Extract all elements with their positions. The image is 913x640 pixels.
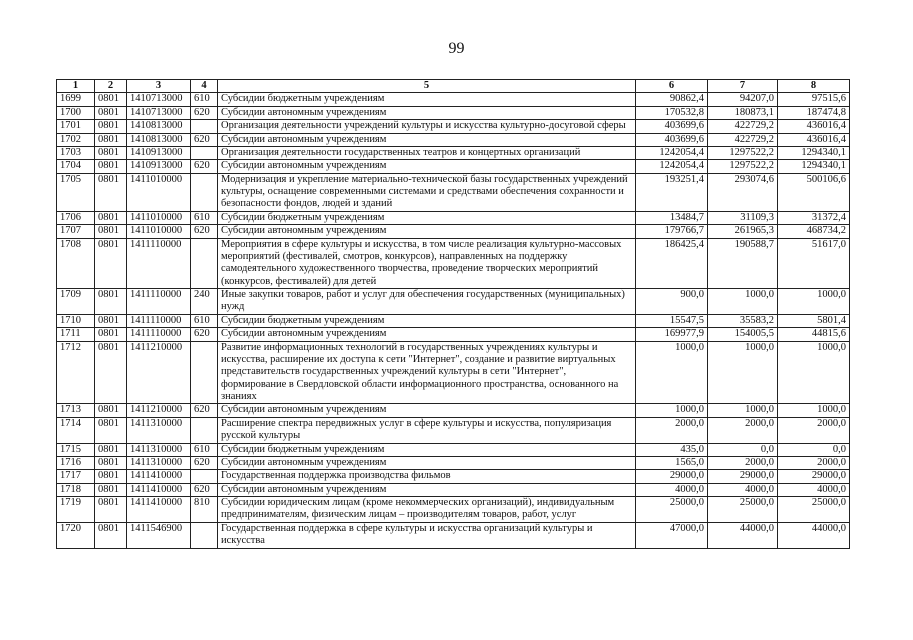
amount-col-6: 170532,8: [636, 106, 708, 119]
amount-col-8: 5801,4: [778, 314, 850, 327]
target-article-code: 1411310000: [127, 417, 191, 443]
amount-col-8: 1294340,1: [778, 160, 850, 173]
item-name: Субсидии автономным учреждениям: [218, 483, 636, 496]
expense-kind-code: 620: [191, 106, 218, 119]
amount-col-6: 1000,0: [636, 404, 708, 417]
table-row: [57, 470, 850, 483]
section-code: 0801: [95, 211, 127, 224]
amount-col-7: 4000,0: [708, 483, 778, 496]
target-article-code: 1411010000: [127, 173, 191, 211]
table-row: [57, 483, 850, 496]
item-name: Субсидии автономным учреждениям: [218, 328, 636, 341]
table-row: [57, 328, 850, 341]
item-name: Развитие информационных технологий в государственных учреждениях культуры и искусства, расширение их доступа к сети "Интернет", создание и развитие виртуальных представительств государственных учреждений культуры в сети "Интернет", формирование в Свердловской области информационного пространства, основанного на знаниях: [218, 341, 636, 404]
amount-col-7: 2000,0: [708, 417, 778, 443]
target-article-code: 1411110000: [127, 238, 191, 289]
amount-col-8: 187474,8: [778, 106, 850, 119]
item-name: Субсидии бюджетным учреждениям: [218, 93, 636, 106]
section-code: 0801: [95, 328, 127, 341]
amount-col-8: 44815,6: [778, 328, 850, 341]
item-name: Расширение спектра передвижных услуг в сфере культуры и искусства, популяризация русской культуры: [218, 417, 636, 443]
item-name: Организация деятельности государственных театров и концертных организаций: [218, 146, 636, 159]
amount-col-7: 31109,3: [708, 211, 778, 224]
expense-kind-code: [191, 120, 218, 133]
expense-kind-code: 610: [191, 314, 218, 327]
item-name: Организация деятельности учреждений культуры и искусства культурно-досуговой сферы: [218, 120, 636, 133]
amount-col-6: 90862,4: [636, 93, 708, 106]
expense-kind-code: 620: [191, 328, 218, 341]
row-number: 1699: [57, 93, 95, 106]
amount-col-6: 2000,0: [636, 417, 708, 443]
item-name: Субсидии автономным учреждениям: [218, 160, 636, 173]
item-name: Субсидии юридическим лицам (кроме некоммерческих организаций), индивидуальным предпринимателям, физическим лицам – производителям товаров, работ, услуг: [218, 497, 636, 523]
row-number: 1716: [57, 456, 95, 469]
target-article-code: 1411546900: [127, 522, 191, 548]
expense-kind-code: [191, 417, 218, 443]
amount-col-6: 15547,5: [636, 314, 708, 327]
section-code: 0801: [95, 314, 127, 327]
section-code: 0801: [95, 456, 127, 469]
section-code: 0801: [95, 238, 127, 289]
section-code: 0801: [95, 160, 127, 173]
amount-col-6: 169977,9: [636, 328, 708, 341]
amount-col-7: 44000,0: [708, 522, 778, 548]
row-number: 1715: [57, 443, 95, 456]
table-row: [57, 160, 850, 173]
row-number: 1710: [57, 314, 95, 327]
table-row: [57, 341, 850, 404]
amount-col-6: 1565,0: [636, 456, 708, 469]
section-code: 0801: [95, 93, 127, 106]
section-code: 0801: [95, 497, 127, 523]
item-name: Субсидии бюджетным учреждениям: [218, 443, 636, 456]
amount-col-8: 436016,4: [778, 133, 850, 146]
expense-kind-code: [191, 522, 218, 548]
item-name: Иные закупки товаров, работ и услуг для обеспечения государственных (муниципальных) нужд: [218, 289, 636, 315]
section-code: 0801: [95, 522, 127, 548]
amount-col-6: 29000,0: [636, 470, 708, 483]
amount-col-7: 29000,0: [708, 470, 778, 483]
amount-col-7: 261965,3: [708, 225, 778, 238]
amount-col-8: 468734,2: [778, 225, 850, 238]
amount-col-8: 51617,0: [778, 238, 850, 289]
column-header: 8: [778, 80, 850, 93]
amount-col-7: 0,0: [708, 443, 778, 456]
target-article-code: 1411110000: [127, 289, 191, 315]
target-article-code: 1411210000: [127, 404, 191, 417]
amount-col-6: 4000,0: [636, 483, 708, 496]
amount-col-6: 1000,0: [636, 341, 708, 404]
amount-col-6: 1242054,4: [636, 146, 708, 159]
target-article-code: 1411110000: [127, 328, 191, 341]
column-header: 6: [636, 80, 708, 93]
expense-kind-code: 620: [191, 483, 218, 496]
column-header: 2: [95, 80, 127, 93]
amount-col-7: 422729,2: [708, 133, 778, 146]
table-row: [57, 443, 850, 456]
item-name: Мероприятия в сфере культуры и искусства, в том числе реализация культурно-массовых мероприятий (фестивалей, смотров, конкурсов), направленных на поддержку самодеятельного художественного творчества, проведение творческих мероприятий (конкурсов, фестивалей) для детей: [218, 238, 636, 289]
budget-table: [56, 79, 850, 549]
section-code: 0801: [95, 289, 127, 315]
table-row: [57, 173, 850, 211]
row-number: 1700: [57, 106, 95, 119]
column-header: 3: [127, 80, 191, 93]
column-header: 4: [191, 80, 218, 93]
target-article-code: 1411310000: [127, 443, 191, 456]
amount-col-8: 44000,0: [778, 522, 850, 548]
expense-kind-code: 240: [191, 289, 218, 315]
item-name: Субсидии автономным учреждениям: [218, 133, 636, 146]
table-row: [57, 404, 850, 417]
section-code: 0801: [95, 120, 127, 133]
item-name: Модернизация и укрепление материально-технической базы государственных учреждений культуры, оснащение современными системами и средствами обеспечения сохранности и безопасности фондов, людей и зданий: [218, 173, 636, 211]
item-name: Субсидии бюджетным учреждениям: [218, 314, 636, 327]
section-code: 0801: [95, 483, 127, 496]
amount-col-8: 0,0: [778, 443, 850, 456]
section-code: 0801: [95, 443, 127, 456]
table-row: [57, 120, 850, 133]
amount-col-7: 422729,2: [708, 120, 778, 133]
amount-col-6: 47000,0: [636, 522, 708, 548]
target-article-code: 1410713000: [127, 106, 191, 119]
section-code: 0801: [95, 146, 127, 159]
amount-col-6: 186425,4: [636, 238, 708, 289]
amount-col-8: 25000,0: [778, 497, 850, 523]
amount-col-6: 403699,6: [636, 133, 708, 146]
expense-kind-code: 810: [191, 497, 218, 523]
item-name: Субсидии бюджетным учреждениям: [218, 211, 636, 224]
item-name: Государственная поддержка производства фильмов: [218, 470, 636, 483]
row-number: 1703: [57, 146, 95, 159]
row-number: 1706: [57, 211, 95, 224]
table-row: [57, 106, 850, 119]
target-article-code: 1410713000: [127, 93, 191, 106]
table-body: [57, 93, 850, 548]
amount-col-6: 435,0: [636, 443, 708, 456]
row-number: 1720: [57, 522, 95, 548]
row-number: 1714: [57, 417, 95, 443]
amount-col-7: 1000,0: [708, 404, 778, 417]
row-number: 1719: [57, 497, 95, 523]
amount-col-8: 2000,0: [778, 417, 850, 443]
amount-col-6: 179766,7: [636, 225, 708, 238]
amount-col-7: 190588,7: [708, 238, 778, 289]
row-number: 1704: [57, 160, 95, 173]
amount-col-6: 900,0: [636, 289, 708, 315]
amount-col-8: 1000,0: [778, 289, 850, 315]
row-number: 1713: [57, 404, 95, 417]
target-article-code: 1410813000: [127, 120, 191, 133]
section-code: 0801: [95, 417, 127, 443]
table-row: [57, 238, 850, 289]
target-article-code: 1411110000: [127, 314, 191, 327]
row-number: 1717: [57, 470, 95, 483]
amount-col-7: 1000,0: [708, 341, 778, 404]
table-row: [57, 225, 850, 238]
amount-col-8: 97515,6: [778, 93, 850, 106]
target-article-code: 1411010000: [127, 225, 191, 238]
expense-kind-code: [191, 173, 218, 211]
item-name: Субсидии автономным учреждениям: [218, 404, 636, 417]
table-row: [57, 456, 850, 469]
amount-col-7: 35583,2: [708, 314, 778, 327]
row-number: 1712: [57, 341, 95, 404]
expense-kind-code: [191, 341, 218, 404]
target-article-code: 1411410000: [127, 483, 191, 496]
table-row: [57, 146, 850, 159]
expense-kind-code: 620: [191, 456, 218, 469]
amount-col-7: 1297522,2: [708, 146, 778, 159]
table-header-row: [57, 80, 850, 93]
section-code: 0801: [95, 404, 127, 417]
table-row: [57, 93, 850, 106]
amount-col-8: 31372,4: [778, 211, 850, 224]
row-number: 1701: [57, 120, 95, 133]
amount-col-8: 2000,0: [778, 456, 850, 469]
amount-col-7: 1000,0: [708, 289, 778, 315]
amount-col-6: 1242054,4: [636, 160, 708, 173]
table-row: [57, 289, 850, 315]
target-article-code: 1410913000: [127, 160, 191, 173]
row-number: 1711: [57, 328, 95, 341]
section-code: 0801: [95, 341, 127, 404]
amount-col-8: 1294340,1: [778, 146, 850, 159]
amount-col-6: 13484,7: [636, 211, 708, 224]
row-number: 1718: [57, 483, 95, 496]
expense-kind-code: 610: [191, 93, 218, 106]
expense-kind-code: [191, 146, 218, 159]
table-row: [57, 133, 850, 146]
section-code: 0801: [95, 470, 127, 483]
expense-kind-code: 620: [191, 160, 218, 173]
section-code: 0801: [95, 106, 127, 119]
page-number: 99: [448, 40, 465, 57]
target-article-code: 1411310000: [127, 456, 191, 469]
expense-kind-code: 620: [191, 404, 218, 417]
table-row: [57, 417, 850, 443]
amount-col-7: 25000,0: [708, 497, 778, 523]
target-article-code: 1410913000: [127, 146, 191, 159]
table-row: [57, 522, 850, 548]
table-row: [57, 211, 850, 224]
item-name: Субсидии автономным учреждениям: [218, 106, 636, 119]
row-number: 1709: [57, 289, 95, 315]
amount-col-7: 2000,0: [708, 456, 778, 469]
row-number: 1705: [57, 173, 95, 211]
expense-kind-code: 610: [191, 443, 218, 456]
amount-col-7: 180873,1: [708, 106, 778, 119]
amount-col-6: 403699,6: [636, 120, 708, 133]
column-header: 7: [708, 80, 778, 93]
amount-col-8: 500106,6: [778, 173, 850, 211]
target-article-code: 1411010000: [127, 211, 191, 224]
section-code: 0801: [95, 173, 127, 211]
amount-col-8: 1000,0: [778, 341, 850, 404]
table-row: [57, 497, 850, 523]
expense-kind-code: [191, 470, 218, 483]
expense-kind-code: [191, 238, 218, 289]
expense-kind-code: 620: [191, 225, 218, 238]
row-number: 1707: [57, 225, 95, 238]
amount-col-8: 29000,0: [778, 470, 850, 483]
amount-col-7: 1297522,2: [708, 160, 778, 173]
target-article-code: 1411410000: [127, 497, 191, 523]
section-code: 0801: [95, 225, 127, 238]
amount-col-6: 25000,0: [636, 497, 708, 523]
table-row: [57, 314, 850, 327]
amount-col-7: 154005,5: [708, 328, 778, 341]
amount-col-8: 4000,0: [778, 483, 850, 496]
row-number: 1702: [57, 133, 95, 146]
target-article-code: 1411410000: [127, 470, 191, 483]
item-name: Субсидии автономным учреждениям: [218, 456, 636, 469]
row-number: 1708: [57, 238, 95, 289]
amount-col-8: 436016,4: [778, 120, 850, 133]
column-header: 5: [218, 80, 636, 93]
expense-kind-code: 610: [191, 211, 218, 224]
amount-col-7: 94207,0: [708, 93, 778, 106]
column-header: 1: [57, 80, 95, 93]
amount-col-7: 293074,6: [708, 173, 778, 211]
target-article-code: 1411210000: [127, 341, 191, 404]
item-name: Государственная поддержка в сфере культуры и искусства организаций культуры и искусства: [218, 522, 636, 548]
section-code: 0801: [95, 133, 127, 146]
item-name: Субсидии автономным учреждениям: [218, 225, 636, 238]
amount-col-8: 1000,0: [778, 404, 850, 417]
amount-col-6: 193251,4: [636, 173, 708, 211]
expense-kind-code: 620: [191, 133, 218, 146]
target-article-code: 1410813000: [127, 133, 191, 146]
